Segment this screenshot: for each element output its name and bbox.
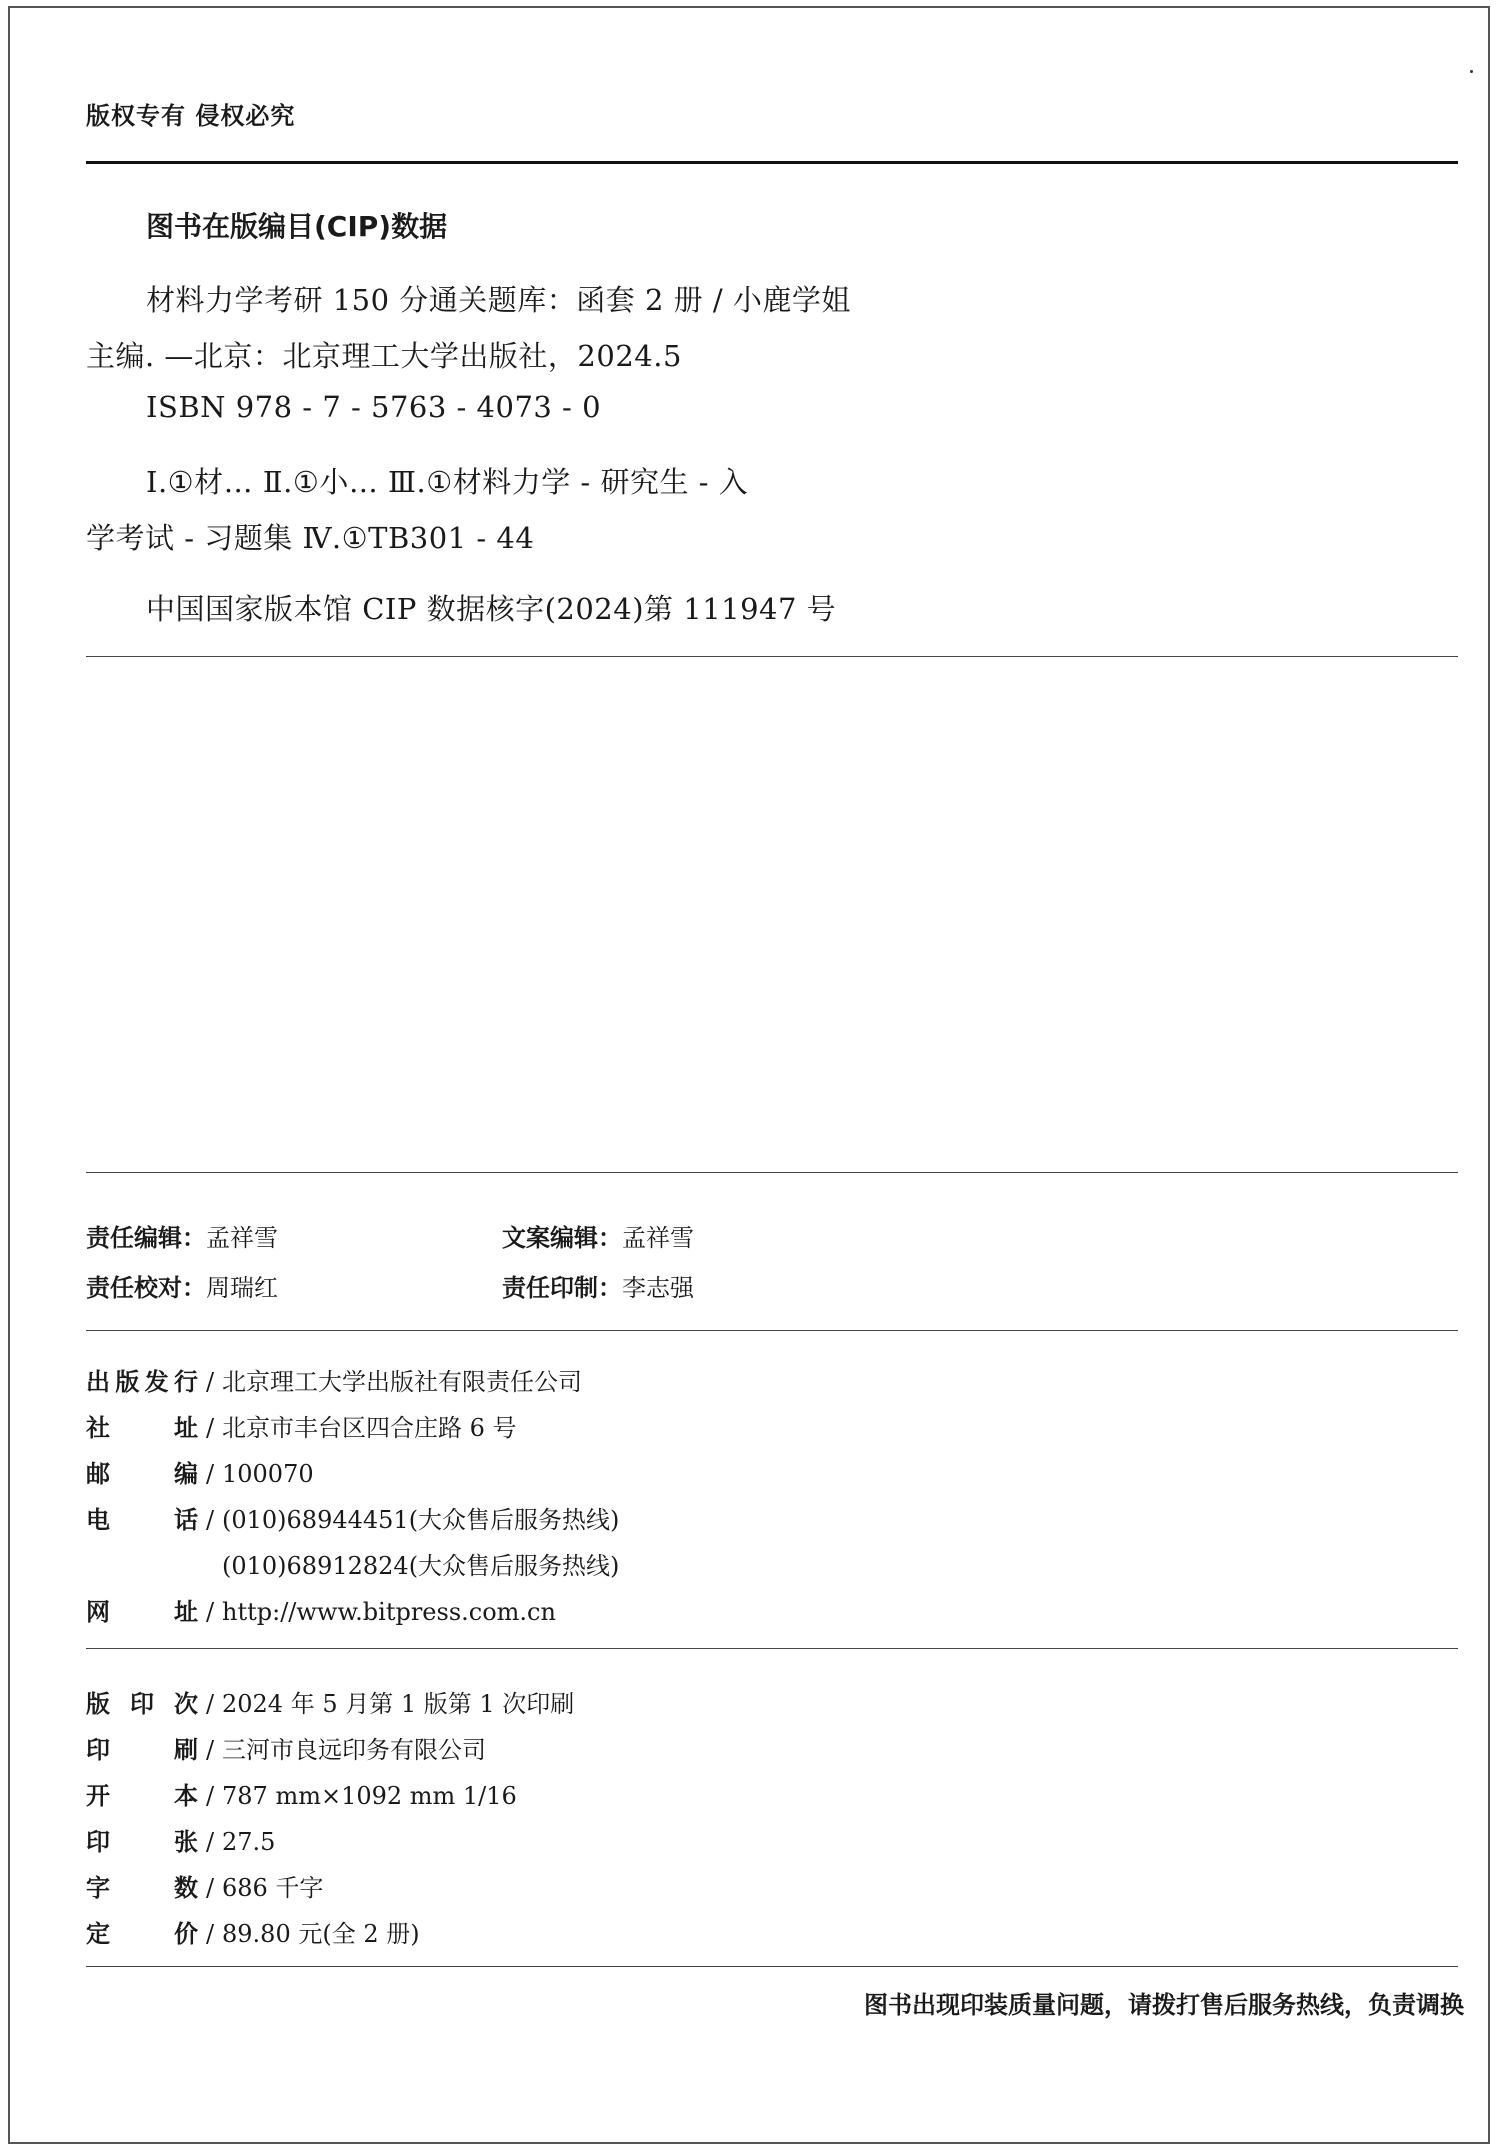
print-top-rule [86, 1648, 1458, 1649]
info-row-price: 定价 / 89.80 元(全 2 册) [86, 1920, 420, 1948]
staff-top-rule [86, 1172, 1458, 1173]
info-row-phone: 电话 / (010)68944451(大众售后服务热线) [86, 1506, 620, 1534]
cip-line-subjects: Ⅰ.①材… Ⅱ.①小… Ⅲ.①材料力学 - 研究生 - 入 [146, 465, 749, 499]
staff-value: 周瑞红 [206, 1274, 278, 1302]
responsible-proofreader [86, 1268, 278, 1303]
cip-line-subjects-cont: 学考试 - 习题集 Ⅳ.①TB301 - 44 [86, 521, 535, 555]
info-row-format: 开本 / 787 mm×1092 mm 1/16 [86, 1782, 517, 1810]
info-row-publisher: 出版发行 / 北京理工大学出版社有限责任公司 [86, 1368, 582, 1396]
info-row-sheets: 印张 / 27.5 [86, 1828, 276, 1856]
info-row-postcode: 邮编 / 100070 [86, 1460, 314, 1488]
cip-line-record-number: 中国国家版本馆 CIP 数据核字(2024)第 111947 号 [146, 592, 837, 626]
info-row-word-count: 字数 / 686 千字 [86, 1874, 324, 1902]
info-row-phone-2: (010)68912824(大众售后服务热线) [222, 1552, 620, 1580]
cip-line-publisher: 主编. —北京：北京理工大学出版社，2024.5 [86, 339, 682, 373]
speck-mark [1470, 70, 1473, 73]
cip-bottom-rule [86, 656, 1458, 657]
staff-label: 文案编辑： [502, 1224, 622, 1252]
copyright-notice: 版权专有 侵权必究 [86, 102, 296, 130]
staff-label: 责任校对： [86, 1274, 206, 1302]
top-rule [86, 161, 1458, 164]
info-row-address: 社址 / 北京市丰台区四合庄路 6 号 [86, 1414, 517, 1442]
footer-rule [86, 1966, 1458, 1967]
print-supervisor [502, 1268, 694, 1303]
cip-heading: 图书在版编目(CIP)数据 [146, 210, 448, 243]
responsible-editor [86, 1218, 278, 1253]
staff-value: 孟祥雪 [206, 1224, 278, 1252]
staff-value: 孟祥雪 [622, 1224, 694, 1252]
info-row-edition: 版印次 / 2024 年 5 月第 1 版第 1 次印刷 [86, 1690, 575, 1718]
staff-label: 责任编辑： [86, 1224, 206, 1252]
cip-line-title: 材料力学考研 150 分通关题库：函套 2 册 / 小鹿学姐 [146, 283, 851, 317]
quality-notice: 图书出现印装质量问题，请拨打售后服务热线，负责调换 [864, 1991, 1464, 2019]
staff-label: 责任印制： [502, 1274, 622, 1302]
staff-value: 李志强 [622, 1274, 694, 1302]
cip-line-isbn: ISBN 978 - 7 - 5763 - 4073 - 0 [146, 390, 602, 424]
info-row-printer: 印刷 / 三河市良远印务有限公司 [86, 1736, 486, 1764]
info-row-website: 网址 / http://www.bitpress.com.cn [86, 1598, 556, 1626]
publisher-top-rule [86, 1330, 1458, 1331]
copy-editor [502, 1218, 694, 1253]
